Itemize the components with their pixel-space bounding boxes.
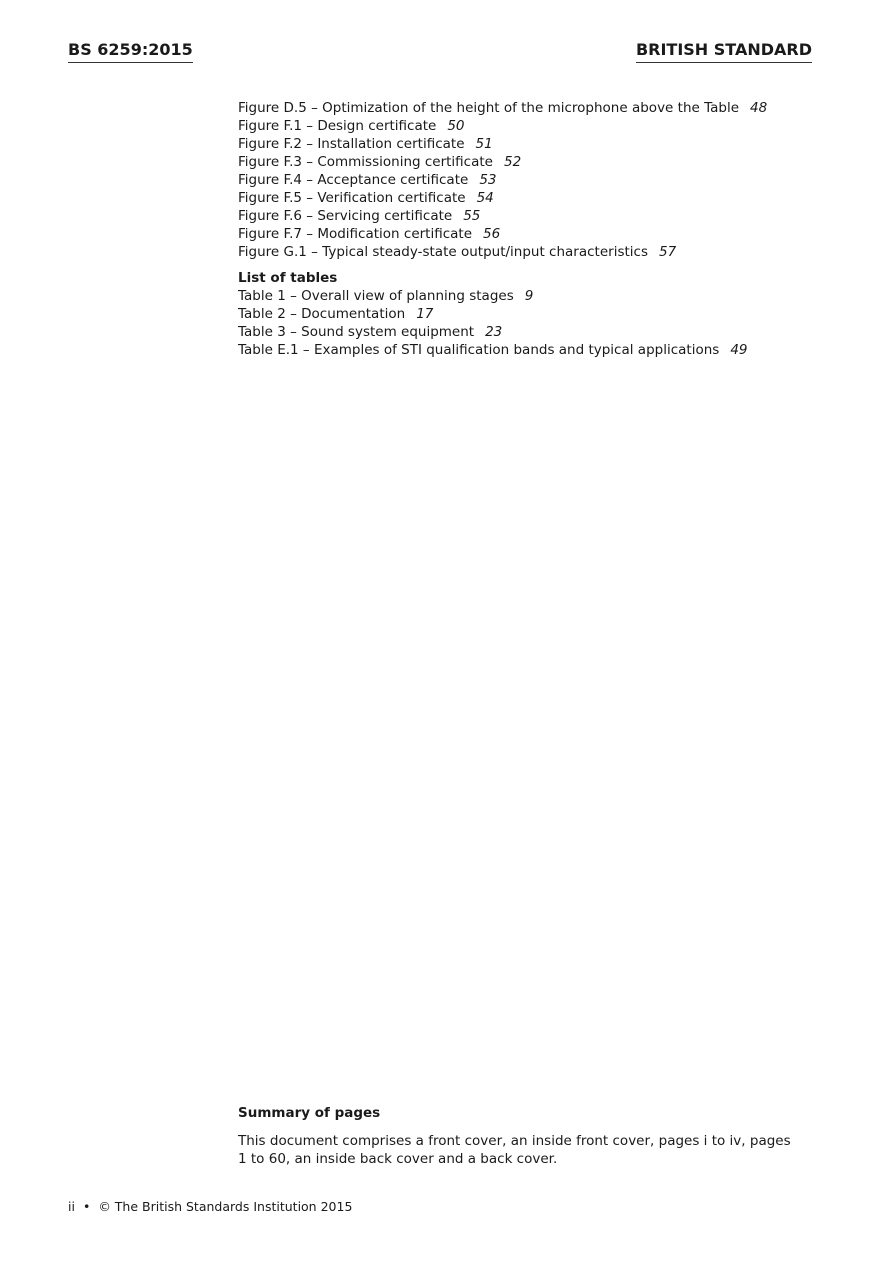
entry-label: Figure F.4 – Acceptance certificate	[238, 172, 469, 188]
table-entry	[238, 341, 838, 359]
entry-label: Figure F.6 – Servicing certificate	[238, 208, 453, 224]
standard-label: BRITISH STANDARD	[636, 40, 812, 63]
entry-label: Figure F.3 – Commissioning certificate	[238, 154, 493, 170]
figure-entry	[238, 189, 838, 207]
figure-entry	[238, 243, 838, 261]
entry-page: 55	[463, 208, 481, 224]
entry-label: Figure F.5 – Verification certificate	[238, 190, 466, 206]
contents-list	[238, 99, 838, 359]
page-number: ii	[68, 1199, 75, 1214]
figure-entry	[238, 207, 838, 225]
entry-page: 48	[750, 100, 768, 116]
summary-heading: Summary of pages	[238, 1105, 381, 1121]
figure-entry	[238, 171, 838, 189]
table-entry	[238, 305, 838, 323]
entry-page: 51	[475, 136, 493, 152]
entry-page: 17	[416, 306, 434, 322]
entry-page: 23	[485, 324, 503, 340]
document-id: BS 6259:2015	[68, 40, 193, 63]
table-entry	[238, 323, 838, 341]
entry-page: 52	[503, 154, 522, 170]
entry-label: Figure D.5 – Optimization of the height of the microphone above the Table	[238, 100, 740, 116]
summary-of-pages	[238, 1104, 798, 1168]
figure-entry	[238, 135, 838, 153]
entry-label: Table E.1 – Examples of STI qualification bands and typical applications	[238, 342, 720, 358]
entry-label: Figure F.2 – Installation certificate	[238, 136, 465, 152]
entry-page: 54	[476, 190, 494, 206]
entry-label: Table 1 – Overall view of planning stages	[238, 288, 514, 304]
entry-label: Table 2 – Documentation	[238, 306, 406, 322]
figure-entry	[238, 117, 838, 135]
figure-entry	[238, 225, 838, 243]
list-of-tables-heading: List of tables	[238, 270, 338, 286]
entry-page: 56	[483, 226, 501, 242]
page-footer	[68, 1199, 352, 1214]
entry-label: Table 3 – Sound system equipment	[238, 324, 475, 340]
entry-label: Figure G.1 – Typical steady-state output/input characteristics	[238, 244, 648, 260]
copyright-text: © The British Standards Institution 2015	[98, 1199, 353, 1214]
entry-page: 50	[447, 118, 465, 134]
figure-entry	[238, 153, 838, 171]
entry-label: Figure F.1 – Design certificate	[238, 118, 437, 134]
bullet-separator: •	[82, 1199, 91, 1214]
entry-page: 53	[479, 172, 497, 188]
entry-label: Figure F.7 – Modification certificate	[238, 226, 473, 242]
entry-page: 57	[658, 244, 677, 260]
summary-text: This document comprises a front cover, an inside front cover, pages i to iv, pages 1 to 60, an inside back cover and a back cover.	[238, 1133, 791, 1167]
entry-page: 49	[730, 342, 748, 358]
entry-page: 9	[524, 288, 534, 304]
figure-entry	[238, 99, 838, 117]
table-entry	[238, 287, 838, 305]
